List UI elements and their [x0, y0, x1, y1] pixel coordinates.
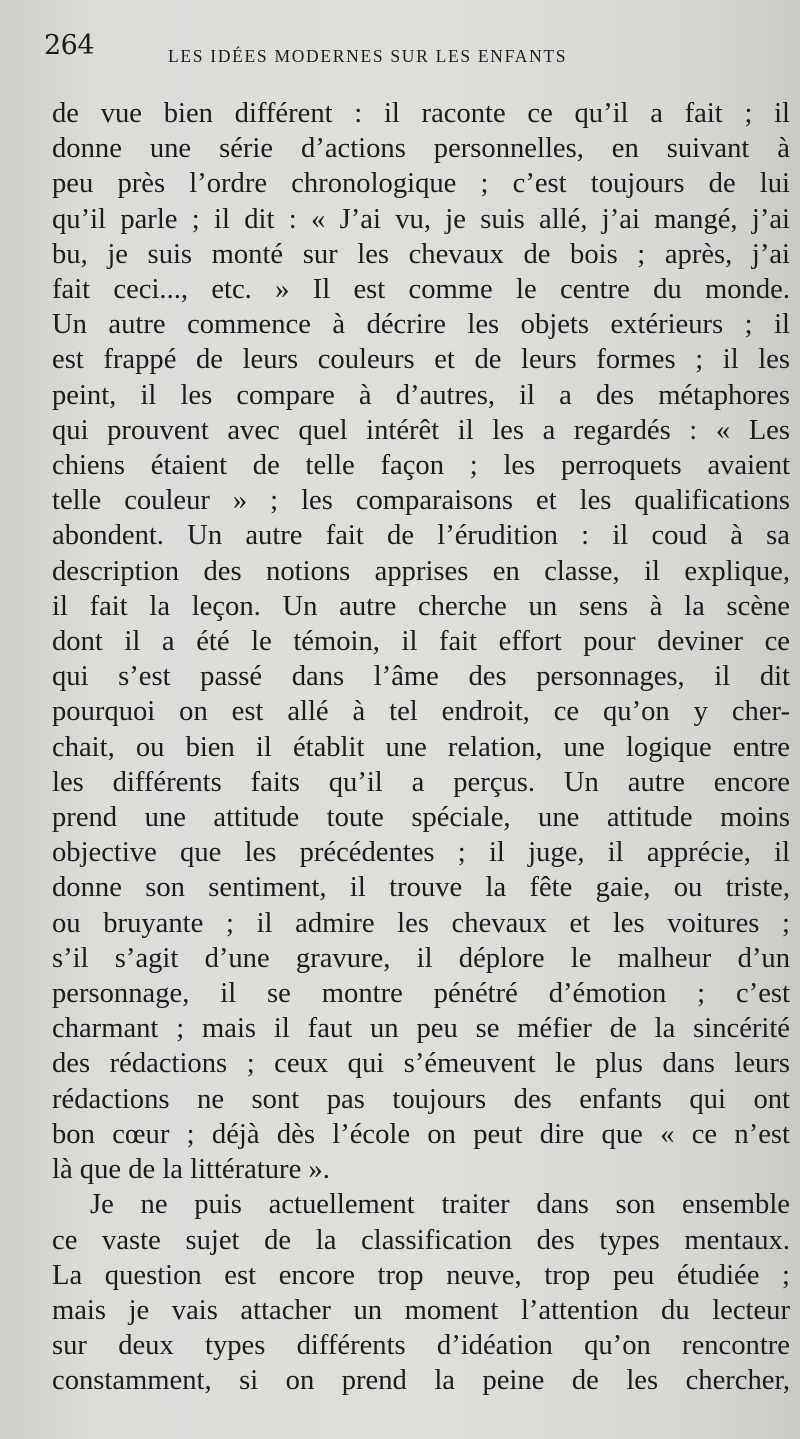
text-line: là que de la littérature ». — [52, 1154, 330, 1186]
text-line: dont il a été le témoin, il fait effort pour deviner ce — [52, 626, 790, 658]
body-text — [52, 96, 790, 1399]
text-line: il fait la leçon. Un autre cherche un sens à la scène — [52, 590, 790, 622]
paragraph — [52, 1187, 790, 1398]
text-line: qu’il parle ; il dit : « J’ai vu, je suis allé, j’ai mangé, j’ai — [52, 203, 790, 235]
text-line: ce vaste sujet de la classification des types mentaux. — [52, 1224, 790, 1256]
text-line: personnage, il se montre pénétré d’émotion ; c’est — [52, 978, 790, 1010]
text-line: des rédactions ; ceux qui s’émeuvent le plus dans leurs — [52, 1048, 790, 1080]
text-line: mais je vais attacher un moment l’attention du lecteur — [52, 1294, 790, 1326]
text-line: rédactions ne sont pas toujours des enfants qui ont — [52, 1083, 790, 1115]
text-line: les différents faits qu’il a perçus. Un autre encore — [52, 766, 790, 798]
text-line: description des notions apprises en classe, il explique, — [52, 555, 790, 587]
text-line: sur deux types différents d’idéation qu’on rencontre — [52, 1330, 790, 1362]
paragraph — [52, 96, 790, 1187]
text-line: qui prouvent avec quel intérêt il les a regardés : « Les — [52, 414, 790, 446]
page-number: 264 — [44, 30, 95, 61]
text-line: charmant ; mais il faut un peu se méfier de la sincérité — [52, 1013, 790, 1045]
text-line: ou bruyante ; il admire les chevaux et les voitures ; — [52, 907, 790, 939]
text-line: peu près l’ordre chronologique ; c’est toujours de lui — [52, 168, 790, 200]
text-line: abondent. Un autre fait de l’érudition : il coud à sa — [52, 520, 790, 552]
text-line: de vue bien différent : il raconte ce qu’il a fait ; il — [52, 98, 790, 129]
text-line: donne une série d’actions personnelles, en suivant à — [52, 133, 790, 165]
text-line: s’il s’agit d’une gravure, il déplore le malheur d’un — [52, 942, 790, 974]
text-line: prend une attitude toute spéciale, une attitude moins — [52, 802, 790, 834]
text-line: Je ne puis actuellement traiter dans son ensemble — [90, 1189, 790, 1221]
text-line: objective que les précédentes ; il juge, il apprécie, il — [52, 837, 790, 869]
text-line: chiens étaient de telle façon ; les perroquets avaient — [52, 450, 790, 482]
text-line: bu, je suis monté sur les chevaux de bois ; après, j’ai — [52, 238, 790, 270]
text-line: pourquoi on est allé à tel endroit, ce qu’on y cher- — [52, 696, 790, 728]
text-line: est frappé de leurs couleurs et de leurs formes ; il les — [52, 344, 790, 376]
text-line: qui s’est passé dans l’âme des personnages, il dit — [52, 661, 790, 693]
text-line: telle couleur » ; les comparaisons et les qualifications — [52, 485, 790, 517]
text-line: Un autre commence à décrire les objets extérieurs ; il — [52, 309, 790, 341]
text-line: peint, il les compare à d’autres, il a des métaphores — [52, 379, 790, 411]
text-line: constamment, si on prend la peine de les chercher, — [52, 1365, 790, 1397]
text-line: chait, ou bien il établit une relation, une logique entre — [52, 731, 790, 763]
text-line: La question est encore trop neuve, trop peu étudiée ; — [52, 1259, 790, 1291]
running-title: LES IDÉES MODERNES SUR LES ENFANTS — [168, 46, 568, 66]
text-line: bon cœur ; déjà dès l’école on peut dire que « ce n’est — [52, 1118, 790, 1150]
text-line: fait ceci..., etc. » Il est comme le centre du monde. — [52, 274, 790, 306]
text-line: donne son sentiment, il trouve la fête gaie, ou triste, — [52, 872, 790, 904]
